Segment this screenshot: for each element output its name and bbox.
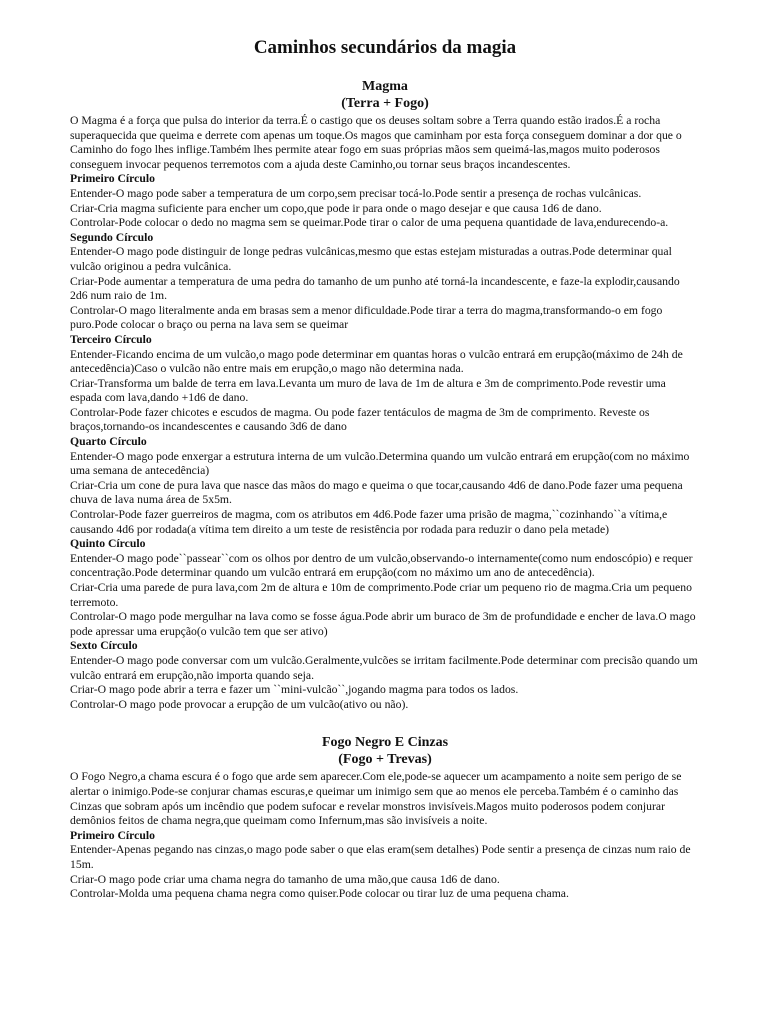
section-intro: O Fogo Negro,a chama escura é o fogo que arde sem aparecer.Com ele,pode-se aquecer um acampamento a noite sem perigo de se alertar o inimigo.Pode-se conjurar chamas escuras,e queimar um inimigo sem que ao menos ele perceba.Também é o caminho das Cinzas que sobram após um incêndio que podem sufocar e revelar monstros invisíveis.Magos muito poderosos podem conjurar demônios feitos de chama negra,que queimam como Infernum,mas são invisíveis a noite.	[70, 770, 682, 828]
entender-line: Entender-O mago pode conversar com um vulcão.Geralmente,vulcões se irritam facilmente.Pode determinar com precisão quando um vulcão entrará em erupção,não importa quando seja.	[70, 653, 698, 682]
circle-title: Terceiro Círculo	[70, 332, 152, 346]
circle-title: Quinto Círculo	[70, 537, 146, 551]
circle-title: Sexto Círculo	[70, 639, 138, 653]
criar-line: Criar-Cria magma suficiente para encher um copo,que pode ir para onde o mago desejar e que causa 1d6 de dano.	[70, 201, 602, 215]
criar-line: Criar-Cria um cone de pura lava que nasce das mãos do mago e queima o que tocar,causando 4d6 de dano.Pode fazer uma pequena chuva de lava numa área de 5x5m.	[70, 478, 683, 507]
controlar-line: Controlar-O mago pode mergulhar na lava como se fosse água.Pode abrir um buraco de 3m de profundidade e encher de lava.O mago pode apressar uma erupção(o vulcão tem que ser ativo)	[70, 610, 696, 638]
circle-title: Primeiro Círculo	[70, 828, 155, 842]
entender-line: Entender-O mago pode``passear``com os olhos por dentro de um vulcão,observando-o internamente(como num endoscópio) e requer concentração.Pode determinar quando um vulcão entrará em erupção(com no máximo um ano de antecedência).	[70, 551, 693, 580]
controlar-line: Controlar-Pode fazer chicotes e escudos de magma. Ou pode fazer tentáculos de magma de 3m de comprimento. Reveste os braços,tornando-os incandescentes e causando 3d6 de dano	[70, 405, 650, 434]
section-subheading: (Fogo + Trevas)	[338, 752, 432, 768]
entender-line: Entender-O mago pode saber a temperatura de um corpo,sem precisar tocá-lo.Pode sentir a presença de rochas vulcânicas.	[70, 186, 642, 200]
circle-title: Segundo Círculo	[70, 230, 154, 244]
section-heading: Magma	[362, 79, 408, 94]
section-intro: O Magma é a força que pulsa do interior da terra.É o castigo que os deuses soltam sobre a Terra quando estão irados.É a rocha superaquecida que queima e derrete com apenas um toque.Os magos que caminham por esta força conseguem dominar a dor que o Caminho do fogo lhes inflige.Também lhes permite atear fogo em suas próprias mãos sem queimá-las,magos muito poderosos conseguem invocar pequenos terremotos com a ajuda deste Caminho,ou tornar seus braços incandescentes.	[70, 114, 682, 171]
controlar-line: Controlar-Molda uma pequena chama negra como quiser.Pode colocar ou tirar luz de uma pequena chama.	[70, 887, 569, 901]
section-magma	[70, 78, 700, 712]
entender-line: Entender-O mago pode enxergar a estrutura interna de um vulcão.Determina quando um vulcão entrará em erupção(com no máximo uma semana de antecedência)	[70, 449, 690, 478]
criar-line: Criar-Transforma um balde de terra em lava.Levanta um muro de lava de 1m de altura e 3m de comprimento.Pode revestir uma espada com lava,dando +1d6 de dano.	[70, 376, 666, 405]
circle-block	[70, 639, 700, 712]
entender-line: Entender-Ficando encima de um vulcão,o mago pode determinar em quantas horas o vulcão entrará em erupção(máximo de 24h de antecedência)Caso o vulcão não entre mais em erupção,o mago não determina nada.	[70, 347, 683, 376]
criar-line: Criar-Pode aumentar a temperatura de uma pedra do tamanho de um punho até torná-la incandescente, e faze-la explodir,causando 2d6 num raio de 1m.	[70, 274, 680, 303]
controlar-line: Controlar-Pode fazer guerreiros de magma, com os atributos em 4d6.Pode fazer uma prisão de magma,``cozinhando``a vítima,e causando 4d6 por rodada(a vítima tem direito a um teste de resistência por rodada para reduzir o dano pela metade)	[70, 508, 668, 536]
circle-block	[70, 231, 700, 333]
controlar-line: Controlar-O mago literalmente anda em brasas sem a menor dificuldade.Pode tirar a terra do magma,transformando-o em fogo puro.Pode colocar o braço ou perna na lava sem se queimar	[70, 303, 663, 332]
controlar-line: Controlar-Pode colocar o dedo no magma sem se queimar.Pode tirar o calor de uma pequena quantidade de lava,endurecendo-a.	[70, 216, 669, 230]
document-title: Caminhos secundários da magia	[253, 37, 517, 58]
circle-block	[70, 172, 700, 230]
circle-block	[70, 333, 700, 435]
section-heading: Fogo Negro E Cinzas	[321, 735, 449, 751]
controlar-line: Controlar-O mago pode provocar a erupção de um vulcão(ativo ou não).	[70, 697, 409, 711]
circle-block	[70, 829, 700, 902]
circle-block	[70, 435, 700, 537]
criar-line: Criar-O mago pode criar uma chama negra do tamanho de uma mão,que causa 1d6 de dano.	[70, 872, 500, 886]
section-spacer	[70, 712, 700, 734]
section-fogo-negro	[70, 734, 700, 901]
circle-title: Primeiro Círculo	[70, 172, 155, 186]
circle-title: Quarto Círculo	[70, 435, 147, 449]
entender-line: Entender-O mago pode distinguir de longe pedras vulcânicas,mesmo que estas estejam misturadas a outras.Pode determinar qual vulcão originou a pedra vulcânica.	[70, 245, 672, 273]
criar-line: Criar-Cria uma parede de pura lava,com 2m de altura e 10m de comprimento.Pode criar um pequeno rio de magma.Cria um pequeno terremoto.	[70, 581, 692, 609]
section-subheading: (Terra + Fogo)	[341, 96, 429, 111]
entender-line: Entender-Apenas pegando nas cinzas,o mago pode saber o que elas eram(sem detalhes) Pode sentir a presença de cinzas num raio de 15m.	[70, 843, 691, 871]
circle-block	[70, 537, 700, 639]
criar-line: Criar-O mago pode abrir a terra e fazer um ``mini-vulcão``,jogando magma para todos os lados.	[70, 683, 519, 697]
